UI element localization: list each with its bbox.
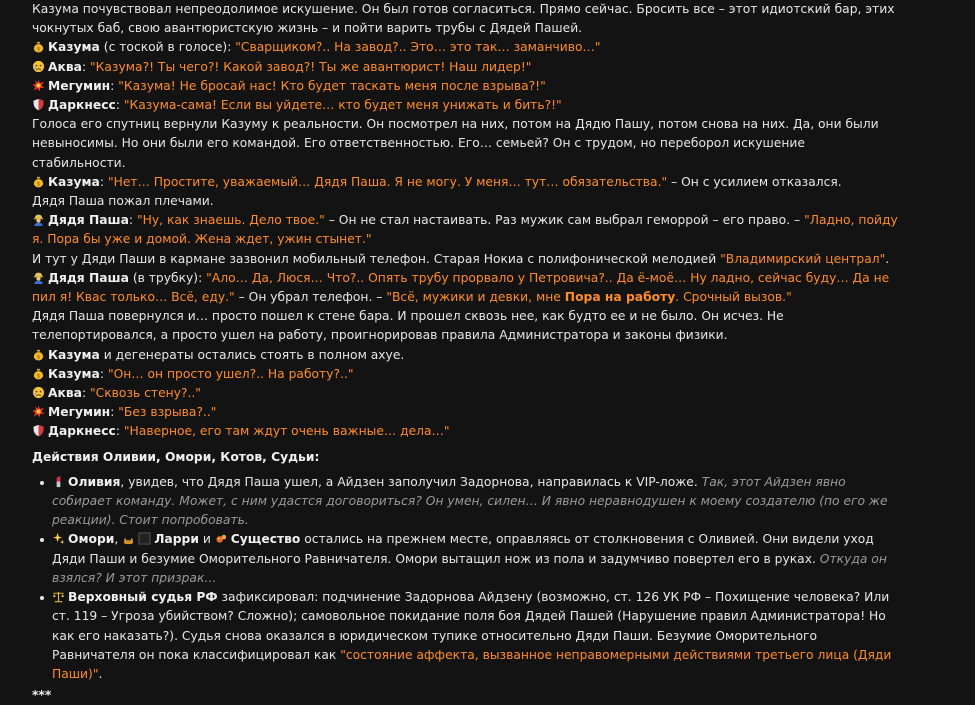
dialogue-line-darkness: Даркнесс: "Наверное, его там ждут очень важные… дела…" bbox=[32, 422, 902, 441]
quote-text: "Ладно, пойду я. Пора бы уже и домой. Жена ждет, ужин стынет." bbox=[32, 213, 898, 247]
quote-text: "Нет… Простите, уважаемый… Дядя Паша. Я не могу. У меня… тут… обязательства." bbox=[107, 174, 668, 189]
narration-mid: – Он не стал настаивать. Раз мужик сам выбрал геморрой – его право. – bbox=[324, 213, 805, 228]
quote-text: "Сквозь стену?.." bbox=[90, 386, 201, 401]
speaker-name: Казума bbox=[48, 174, 100, 189]
dialogue-line-aqua: Аква: "Казума?! Ты чего?! Какой завод?! Ты же авантюрист! Наш лидер!" bbox=[32, 58, 902, 77]
worker-icon bbox=[32, 213, 45, 226]
narration-paragraph: Казума почувствовал непреодолимое искушение. Он был готов согласиться. Прямо сейчас. Бросить все – этот идиотский бар, этих чокнутых баб, свою авантюристскую жизнь – и пойти варить трубы с Дядей Пашей. bbox=[32, 2, 895, 36]
dialogue-line-darkness: Даркнесс: "Казума-сама! Если вы уйдете… кто будет меня унижать и бить?!" bbox=[32, 96, 902, 115]
character-name: Верховный судья РФ bbox=[68, 590, 218, 605]
section-separator: *** bbox=[32, 688, 52, 703]
scales-icon bbox=[52, 590, 65, 603]
quote-text: "Казума! Не бросай нас! Кто будет таскать меня после взрыва?!" bbox=[118, 78, 546, 93]
quote-text: "Он… он просто ушел?.. На работу?.." bbox=[107, 366, 354, 381]
song-title: "Владимирский централ" bbox=[720, 251, 886, 266]
speaker-name: Аква bbox=[48, 386, 82, 401]
speaker-tone: (в трубку): bbox=[128, 270, 207, 285]
quote-text: "Казума?! Ты чего?! Какой завод?! Ты же авантюрист! Наш лидер!" bbox=[90, 59, 532, 74]
lipstick-icon bbox=[52, 475, 65, 488]
money-bag-icon bbox=[32, 367, 45, 380]
speaker-name: Мегумин bbox=[48, 405, 111, 420]
speaker-name: Мегумин bbox=[48, 78, 111, 93]
money-bag-icon bbox=[32, 175, 45, 188]
speaker-name: Даркнесс bbox=[48, 98, 116, 113]
money-bag-icon bbox=[32, 40, 45, 53]
cat-icon bbox=[122, 532, 135, 545]
speaker-name: Дядя Паша bbox=[48, 213, 129, 228]
narration-paragraph: И тут у Дяди Паши в кармане зазвонил мобильный телефон. Старая Нокиа с полифонической мелодией "Владимирский централ". bbox=[32, 251, 890, 266]
section-heading: Действия Оливии, Омори, Котов, Судьи: bbox=[32, 449, 320, 464]
quote-text: "Всё, мужики и девки, мне Пора на работу. Срочный вызов." bbox=[386, 290, 792, 305]
speaker-name: Даркнесс bbox=[48, 424, 116, 439]
list-item-judge: Верховный судья РФ зафиксировал: подчинение Задорнова Айдзену (возможно, ст. 126 УК РФ – Похищение человека? Или ст. 119 – Угроза убийством? Сложно); самовольное покидание поля боя Дядей Пашей (Нарушение правил Администратора! Но как его наказать?). Судья снова оказался в юридическом тупике относительно Дяди Паши. Безумие Оморительного Равничателя он пока классифицировал как "состояние аффекта, вызванное неправомерными действиями третьего лица (Дяди Паши)". bbox=[52, 588, 902, 684]
quote-text: "Без взрыва?.." bbox=[118, 405, 217, 420]
list-item-omori-group: Омори, Ларри и Существо остались на прежнем месте, оправляясь от столкновения с Оливией. Они видели уход Дяди Паши и безумие Оморительного Равничателя. Омори вытащил нож из пола и задумчиво повертел его в руках. Откуда он взялся? И этот призрак… bbox=[52, 530, 902, 588]
dialogue-line-pasha bbox=[32, 269, 902, 307]
quote-text: "Ну, как знаешь. Дело твое." bbox=[136, 213, 325, 228]
dialogue-line-megumin: Мегумин: "Без взрыва?.." bbox=[32, 403, 902, 422]
narration-paragraph: Дядя Паша повернулся и… просто пошел к стене бара. И прошел сквозь нее, как будто ее и не было. Он исчез. Не телепортировался, а просто ушел на работу, проигнорировав правила Администратора и законы физики. bbox=[32, 309, 784, 343]
creature-icon bbox=[215, 532, 228, 545]
worker-icon bbox=[32, 271, 45, 284]
chat-message-body bbox=[32, 0, 902, 705]
dialogue-line-kazuma bbox=[32, 346, 902, 365]
character-name: Оливия bbox=[68, 474, 121, 489]
speaker-name: Казума bbox=[48, 40, 100, 55]
explosion-icon bbox=[32, 79, 45, 92]
dialogue-line-kazuma: $ Казума: "Он… он просто ушел?.. На работу?.." bbox=[32, 365, 902, 384]
svg-text:$: $ bbox=[36, 373, 41, 380]
narration-paragraph: Голоса его спутниц вернули Казуму к реальности. Он посмотрел на них, потом на Дядю Пашу, потом снова на них. Да, они были невыносимы. Но они были его командой. Его ответственностью. Его… семьей? Он с трудом, но переборол искушение стабильности. bbox=[32, 117, 879, 170]
shield-icon bbox=[32, 424, 45, 437]
narration-tail: и дегенераты остались стоять в полном ахуе. bbox=[99, 347, 405, 362]
speaker-tone: (с тоской в голосе): bbox=[99, 40, 236, 55]
speaker-name: Казума bbox=[48, 366, 100, 381]
dialogue-line-megumin: Мегумин: "Казума! Не бросай нас! Кто будет таскать меня после взрыва?!" bbox=[32, 77, 902, 96]
inner-thought: Так, этот Айдзен явно собирает команду. Может, с ним удастся договориться? Он умен, силен… И явно неравнодушен к моему создателю (по его же реакции). Стоит попробовать. bbox=[52, 474, 888, 528]
explosion-icon bbox=[32, 405, 45, 418]
narration-mid: – Он убрал телефон. – bbox=[234, 290, 387, 305]
dialogue-line-kazuma bbox=[32, 38, 902, 57]
list-item-olivia: Оливия, увидев, что Дядя Паша ушел, а Айдзен заполучил Задорнова, направилась к VIP-ложе. Так, этот Айдзен явно собирает команду. Может, с ним удастся договориться? Он умен, силен… И явно неравнодушен к моему создателю (по его же реакции). Стоит попробовать. bbox=[52, 473, 902, 531]
character-name: Существо bbox=[230, 532, 301, 547]
shield-icon bbox=[32, 98, 45, 111]
character-name: Ларри bbox=[154, 532, 199, 547]
inner-thought: Откуда он взялся? И этот призрак… bbox=[52, 551, 887, 585]
quote-text: "Наверное, его там ждут очень важные… дела…" bbox=[123, 424, 450, 439]
crying-face-icon bbox=[32, 386, 45, 399]
quote-text: "Казума-сама! Если вы уйдете… кто будет меня унижать и бить?!" bbox=[123, 98, 562, 113]
money-bag-icon bbox=[32, 348, 45, 361]
svg-text:$: $ bbox=[36, 181, 41, 188]
black-square-icon bbox=[138, 532, 151, 545]
dialogue-line-aqua: Аква: "Сквозь стену?.." bbox=[32, 384, 902, 403]
quote-text: "состояние аффекта, вызванное неправомерными действиями третьего лица (Дяди Паши)" bbox=[52, 647, 892, 681]
svg-text:$: $ bbox=[36, 354, 41, 361]
narration-paragraph: Дядя Паша пожал плечами. bbox=[32, 194, 214, 209]
crying-face-icon bbox=[32, 60, 45, 73]
dialogue-line-kazuma: $ Казума: "Нет… Простите, уважаемый… Дядя Паша. Я не могу. У меня… тут… обязательства." – Он с усилием отказался. bbox=[32, 173, 902, 192]
actions-list bbox=[32, 473, 902, 684]
dialogue-line-pasha: Дядя Паша: "Ну, как знаешь. Дело твое." – Он не стал настаивать. Раз мужик сам выбрал геморрой – его право. – "Ладно, пойду я. Пора бы уже и домой. Жена ждет, ужин стынет." bbox=[32, 213, 898, 247]
speaker-name: Дядя Паша bbox=[48, 270, 129, 285]
quote-text: "Ало… Да, Люся… Что?.. Опять трубу прорвало у Петровича?.. Да ё-моё… Ну ладно, сейчас буду… Да не пил я! Квас только… Всё, еду." bbox=[32, 270, 890, 305]
character-name: Омори bbox=[68, 532, 115, 547]
narration-tail: – Он с усилием отказался. bbox=[667, 174, 842, 189]
speaker-name: Казума bbox=[48, 347, 100, 362]
speaker-name: Аква bbox=[48, 59, 82, 74]
quote-text: "Сварщиком?.. На завод?.. Это… это так… заманчиво…" bbox=[235, 40, 601, 55]
sparkles-icon bbox=[52, 532, 65, 545]
svg-text:$: $ bbox=[36, 47, 41, 54]
